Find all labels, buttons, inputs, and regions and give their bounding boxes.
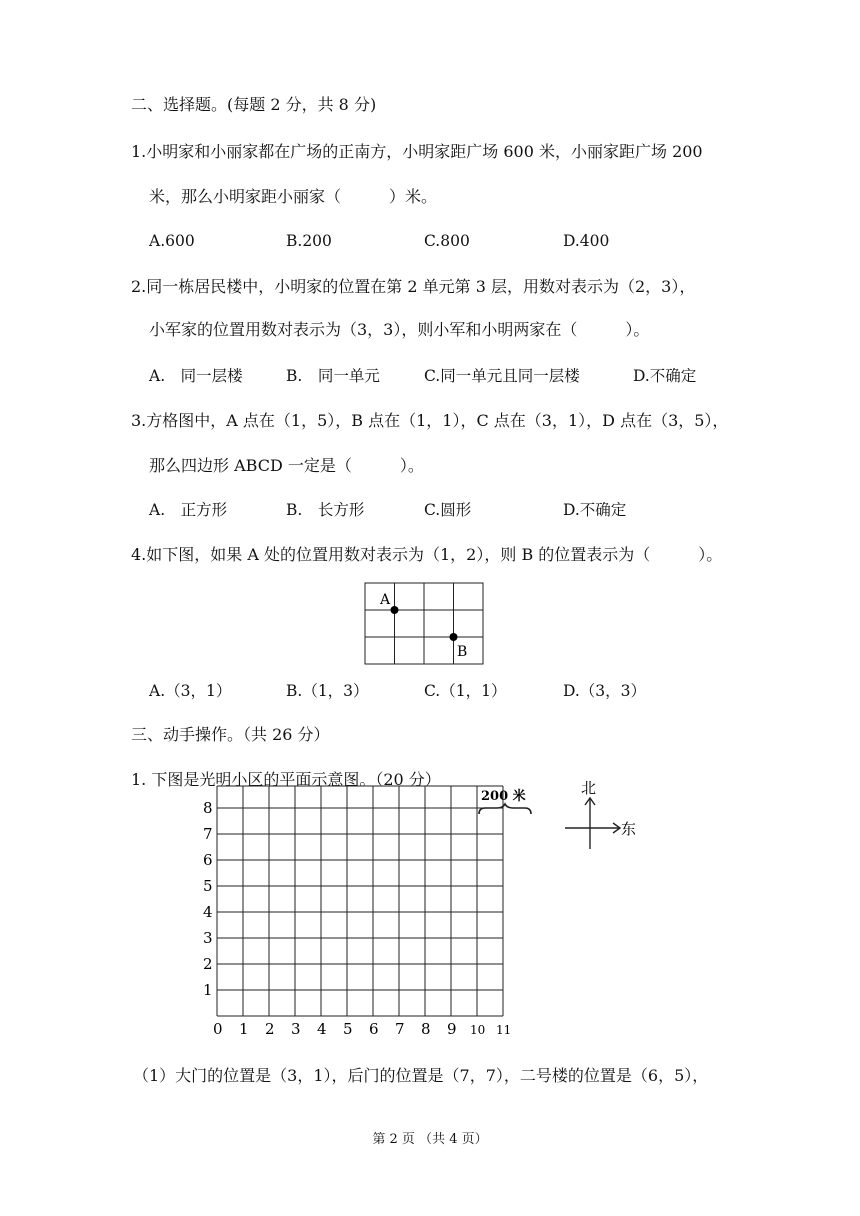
- q2-option-b: B. 同一单元: [286, 367, 380, 385]
- y-tick-label: 5: [203, 877, 213, 895]
- q4-option-b: B.（1，3）: [286, 682, 369, 700]
- point-a-dot: [391, 606, 399, 614]
- q4-line1: 4.如下图，如果 A 处的位置用数对表示为（1，2），则 B 的位置表示为（ ）。: [131, 545, 723, 564]
- x-tick-label: 1: [239, 1020, 249, 1038]
- x-tick-label: 5: [343, 1020, 353, 1038]
- q4-option-a: A.（3，1）: [149, 682, 232, 700]
- x-tick-label: 3: [291, 1020, 301, 1038]
- q3-option-a: A. 正方形: [149, 501, 228, 519]
- section3-title: 三、动手操作。（共 26 分）: [131, 725, 330, 744]
- y-tick-label: 2: [203, 955, 213, 973]
- y-tick-label: 6: [203, 851, 213, 869]
- s3-q1-line1: 1. 下图是光明小区的平面示意图。（20 分）: [131, 770, 441, 789]
- q3-option-b: B. 长方形: [286, 501, 365, 519]
- q3-line2: 那么四边形 ABCD 一定是（ ）。: [149, 456, 424, 475]
- x-tick-label: 7: [395, 1020, 405, 1038]
- q1-option-c: C.800: [424, 232, 470, 250]
- q4-option-d: D.（3，3）: [563, 682, 647, 700]
- q1-option-b: B.200: [286, 232, 332, 250]
- s3-q1-sub1: （1）大门的位置是（3，1），后门的位置是（7，7），二号楼的位置是（6，5），: [133, 1066, 709, 1085]
- y-tick-label: 7: [203, 825, 213, 843]
- section2-title: 二、选择题。(每题 2 分，共 8 分): [131, 95, 377, 114]
- q1-option-a: A.600: [149, 232, 195, 250]
- q1-option-d: D.400: [563, 232, 610, 250]
- q4-grid-figure: [360, 578, 490, 670]
- q1-line1: 1.小明家和小丽家都在广场的正南方，小明家距广场 600 米，小丽家距广场 200: [131, 142, 703, 161]
- q2-option-d: D.不确定: [633, 367, 697, 385]
- x-tick-label: 10: [470, 1023, 486, 1037]
- compass-east-label: 东: [621, 820, 637, 838]
- q1-line2: 米，那么小明家距小丽家（ ）米。: [149, 187, 438, 206]
- x-tick-label: 2: [265, 1020, 275, 1038]
- page-footer: 第 2 页 （共 4 页）: [372, 1132, 488, 1147]
- y-tick-label: 8: [203, 799, 213, 817]
- point-b-dot: [450, 633, 458, 641]
- q3-option-c: C.圆形: [424, 501, 472, 519]
- y-tick-label: 4: [203, 903, 213, 921]
- y-tick-label: 1: [203, 981, 213, 999]
- point-b-label: B: [457, 644, 468, 660]
- x-tick-label: 4: [317, 1020, 327, 1038]
- q2-option-c: C.同一单元且同一层楼: [424, 367, 580, 385]
- q3-line1: 3.方格图中，A 点在（1，5），B 点在（1，1），C 点在（3，1），D 点在（3，5），: [131, 411, 729, 430]
- q2-option-a: A. 同一层楼: [149, 367, 243, 385]
- compass-north-label: 北: [581, 779, 597, 797]
- x-tick-label: 0: [213, 1020, 223, 1038]
- x-tick-label: 11: [496, 1023, 512, 1037]
- point-a-label: A: [380, 592, 391, 608]
- q2-line1: 2.同一栋居民楼中，小明家的位置在第 2 单元第 3 层，用数对表示为（2，3），: [131, 277, 696, 296]
- x-tick-label: 8: [421, 1020, 431, 1038]
- q4-option-c: C.（1，1）: [424, 682, 507, 700]
- x-tick-label: 9: [447, 1020, 457, 1038]
- scale-label: 200 米: [481, 789, 526, 804]
- x-tick-label: 6: [369, 1020, 379, 1038]
- community-map-grid: [195, 780, 535, 1040]
- q3-option-d: D.不确定: [563, 501, 627, 519]
- y-tick-label: 3: [203, 929, 213, 947]
- compass-icon: [560, 776, 650, 856]
- scale-brace-icon: [479, 804, 531, 814]
- q2-line2: 小军家的位置用数对表示为（3，3），则小军和小明两家在（ ）。: [149, 320, 650, 339]
